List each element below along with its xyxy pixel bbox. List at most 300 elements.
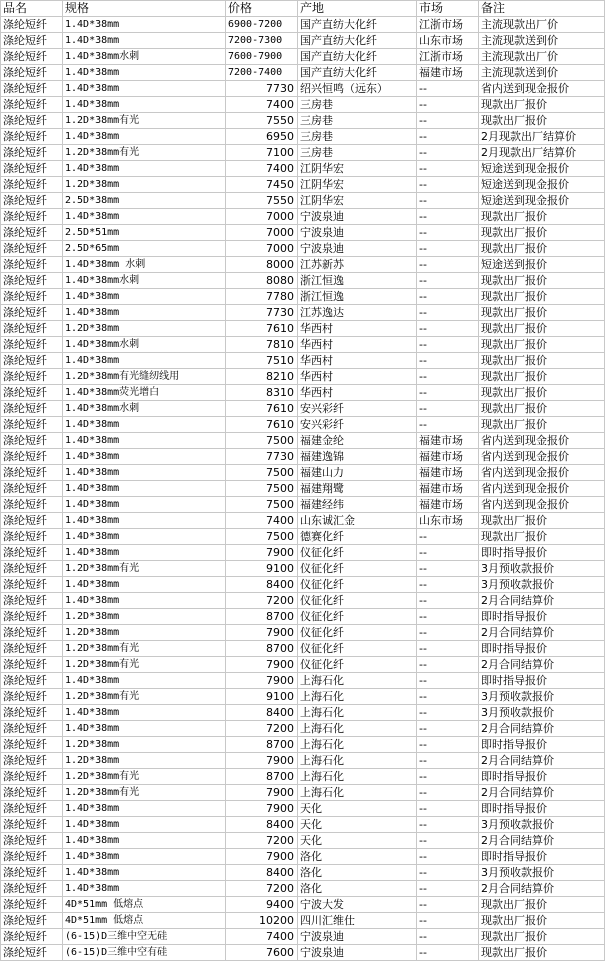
origin-cell: 上海石化 bbox=[298, 737, 417, 753]
product-name-cell: 涤纶短纤 bbox=[1, 657, 63, 673]
market-cell: -- bbox=[417, 417, 479, 433]
table-row bbox=[1, 177, 605, 193]
price-cell: 7900 bbox=[226, 545, 298, 561]
price-cell: 7510 bbox=[226, 353, 298, 369]
remark-cell: 现款出厂报价 bbox=[479, 289, 605, 305]
origin-cell: 江阴华宏 bbox=[298, 161, 417, 177]
remark-cell: 即时指导报价 bbox=[479, 641, 605, 657]
table-row bbox=[1, 737, 605, 753]
table-row bbox=[1, 129, 605, 145]
table-row bbox=[1, 769, 605, 785]
market-cell: -- bbox=[417, 769, 479, 785]
price-cell: 7610 bbox=[226, 321, 298, 337]
product-name-cell: 涤纶短纤 bbox=[1, 417, 63, 433]
price-cell: 7500 bbox=[226, 529, 298, 545]
table-row bbox=[1, 657, 605, 673]
table-row bbox=[1, 849, 605, 865]
market-cell: -- bbox=[417, 609, 479, 625]
price-cell: 9100 bbox=[226, 561, 298, 577]
table-row bbox=[1, 65, 605, 81]
origin-cell: 江苏逸达 bbox=[298, 305, 417, 321]
price-cell: 7550 bbox=[226, 193, 298, 209]
spec-cell: 1.4D*38mm bbox=[63, 513, 226, 529]
market-cell: 福建市场 bbox=[417, 65, 479, 81]
product-name-cell: 涤纶短纤 bbox=[1, 849, 63, 865]
table-row bbox=[1, 609, 605, 625]
table-row bbox=[1, 577, 605, 593]
price-cell: 8210 bbox=[226, 369, 298, 385]
product-name-cell: 涤纶短纤 bbox=[1, 193, 63, 209]
price-cell: 7000 bbox=[226, 225, 298, 241]
product-name-cell: 涤纶短纤 bbox=[1, 481, 63, 497]
spec-cell: 1.4D*38mm bbox=[63, 849, 226, 865]
price-cell: 7200 bbox=[226, 593, 298, 609]
spec-cell: 1.4D*38mm bbox=[63, 705, 226, 721]
table-row bbox=[1, 17, 605, 33]
price-cell: 7000 bbox=[226, 209, 298, 225]
product-name-cell: 涤纶短纤 bbox=[1, 689, 63, 705]
price-cell: 7900 bbox=[226, 801, 298, 817]
origin-cell: 江阴华宏 bbox=[298, 193, 417, 209]
price-cell: 7500 bbox=[226, 465, 298, 481]
product-name-cell: 涤纶短纤 bbox=[1, 49, 63, 65]
table-row bbox=[1, 929, 605, 945]
table-row bbox=[1, 321, 605, 337]
price-cell: 8400 bbox=[226, 705, 298, 721]
market-cell: -- bbox=[417, 849, 479, 865]
origin-cell: 三房巷 bbox=[298, 97, 417, 113]
market-cell: -- bbox=[417, 193, 479, 209]
price-cell: 7600 bbox=[226, 945, 298, 961]
remark-cell: 现款出厂报价 bbox=[479, 97, 605, 113]
table-row bbox=[1, 81, 605, 97]
product-name-cell: 涤纶短纤 bbox=[1, 81, 63, 97]
spec-cell: 1.4D*38mm bbox=[63, 417, 226, 433]
remark-cell: 短途送到现金报价 bbox=[479, 161, 605, 177]
price-cell: 7200-7400 bbox=[226, 65, 298, 81]
remark-cell: 2月合同结算价 bbox=[479, 785, 605, 801]
market-cell: 福建市场 bbox=[417, 449, 479, 465]
market-cell: -- bbox=[417, 145, 479, 161]
remark-cell: 省内送到现金报价 bbox=[479, 497, 605, 513]
market-cell: 福建市场 bbox=[417, 497, 479, 513]
table-row bbox=[1, 689, 605, 705]
spec-cell: 1.4D*38mm水刺 bbox=[63, 49, 226, 65]
origin-cell: 福建山力 bbox=[298, 465, 417, 481]
header-origin: 产地 bbox=[298, 1, 417, 17]
spec-cell: 1.4D*38mm bbox=[63, 65, 226, 81]
table-row bbox=[1, 833, 605, 849]
product-name-cell: 涤纶短纤 bbox=[1, 545, 63, 561]
product-name-cell: 涤纶短纤 bbox=[1, 385, 63, 401]
table-body bbox=[1, 17, 605, 961]
remark-cell: 短途送到现金报价 bbox=[479, 193, 605, 209]
origin-cell: 仪征化纤 bbox=[298, 641, 417, 657]
price-cell: 7900 bbox=[226, 753, 298, 769]
origin-cell: 国产直纺大化纤 bbox=[298, 65, 417, 81]
product-name-cell: 涤纶短纤 bbox=[1, 577, 63, 593]
product-name-cell: 涤纶短纤 bbox=[1, 305, 63, 321]
remark-cell: 3月预收款报价 bbox=[479, 577, 605, 593]
product-name-cell: 涤纶短纤 bbox=[1, 33, 63, 49]
origin-cell: 宁波泉迪 bbox=[298, 929, 417, 945]
price-cell: 7400 bbox=[226, 929, 298, 945]
spec-cell: 1.4D*38mm bbox=[63, 865, 226, 881]
remark-cell: 3月预收款报价 bbox=[479, 865, 605, 881]
origin-cell: 国产直纺大化纤 bbox=[298, 33, 417, 49]
price-cell: 7900 bbox=[226, 785, 298, 801]
market-cell: -- bbox=[417, 177, 479, 193]
remark-cell: 短途送到现金报价 bbox=[479, 177, 605, 193]
price-cell: 9100 bbox=[226, 689, 298, 705]
spec-cell: 1.2D*38mm有光 bbox=[63, 657, 226, 673]
table-row bbox=[1, 881, 605, 897]
product-name-cell: 涤纶短纤 bbox=[1, 753, 63, 769]
market-cell: -- bbox=[417, 881, 479, 897]
market-cell: -- bbox=[417, 945, 479, 961]
market-cell: -- bbox=[417, 785, 479, 801]
spec-cell: 1.4D*38mm bbox=[63, 529, 226, 545]
product-name-cell: 涤纶短纤 bbox=[1, 833, 63, 849]
product-name-cell: 涤纶短纤 bbox=[1, 609, 63, 625]
price-cell: 7900 bbox=[226, 849, 298, 865]
remark-cell: 2月合同结算价 bbox=[479, 881, 605, 897]
market-cell: -- bbox=[417, 545, 479, 561]
price-cell: 7730 bbox=[226, 81, 298, 97]
origin-cell: 国产直纺大化纤 bbox=[298, 49, 417, 65]
spec-cell: 1.4D*38mm bbox=[63, 33, 226, 49]
origin-cell: 仪征化纤 bbox=[298, 593, 417, 609]
price-cell: 6900-7200 bbox=[226, 17, 298, 33]
header-price: 价格 bbox=[226, 1, 298, 17]
price-cell: 7200 bbox=[226, 833, 298, 849]
origin-cell: 上海石化 bbox=[298, 769, 417, 785]
price-cell: 7400 bbox=[226, 97, 298, 113]
market-cell: -- bbox=[417, 129, 479, 145]
product-name-cell: 涤纶短纤 bbox=[1, 913, 63, 929]
spec-cell: 1.2D*38mm bbox=[63, 609, 226, 625]
spec-cell: 4D*51mm 低熔点 bbox=[63, 913, 226, 929]
spec-cell: 1.4D*38mm bbox=[63, 497, 226, 513]
product-name-cell: 涤纶短纤 bbox=[1, 625, 63, 641]
spec-cell: 1.4D*38mm bbox=[63, 305, 226, 321]
price-cell: 7000 bbox=[226, 241, 298, 257]
product-name-cell: 涤纶短纤 bbox=[1, 369, 63, 385]
origin-cell: 宁波泉迪 bbox=[298, 209, 417, 225]
market-cell: -- bbox=[417, 689, 479, 705]
table-row bbox=[1, 273, 605, 289]
remark-cell: 2月合同结算价 bbox=[479, 833, 605, 849]
market-cell: -- bbox=[417, 113, 479, 129]
origin-cell: 三房巷 bbox=[298, 129, 417, 145]
market-cell: -- bbox=[417, 897, 479, 913]
spec-cell: 1.2D*38mm bbox=[63, 753, 226, 769]
price-cell: 9400 bbox=[226, 897, 298, 913]
price-cell: 8700 bbox=[226, 609, 298, 625]
price-cell: 7200-7300 bbox=[226, 33, 298, 49]
market-cell: -- bbox=[417, 321, 479, 337]
header-remark: 备注 bbox=[479, 1, 605, 17]
remark-cell: 即时指导报价 bbox=[479, 849, 605, 865]
price-cell: 8400 bbox=[226, 817, 298, 833]
market-cell: -- bbox=[417, 289, 479, 305]
price-cell: 8080 bbox=[226, 273, 298, 289]
table-row bbox=[1, 625, 605, 641]
origin-cell: 福建逸锦 bbox=[298, 449, 417, 465]
market-cell: -- bbox=[417, 161, 479, 177]
market-cell: -- bbox=[417, 305, 479, 321]
price-cell: 7500 bbox=[226, 481, 298, 497]
remark-cell: 现款出厂报价 bbox=[479, 225, 605, 241]
table-row bbox=[1, 113, 605, 129]
spec-cell: 1.2D*38mm有光 bbox=[63, 561, 226, 577]
product-name-cell: 涤纶短纤 bbox=[1, 209, 63, 225]
origin-cell: 江阴华宏 bbox=[298, 177, 417, 193]
spec-cell: 1.4D*38mm bbox=[63, 289, 226, 305]
product-name-cell: 涤纶短纤 bbox=[1, 785, 63, 801]
remark-cell: 2月合同结算价 bbox=[479, 625, 605, 641]
remark-cell: 2月现款出厂结算价 bbox=[479, 145, 605, 161]
origin-cell: 安兴彩纤 bbox=[298, 401, 417, 417]
price-cell: 7100 bbox=[226, 145, 298, 161]
table-row bbox=[1, 241, 605, 257]
table-row bbox=[1, 417, 605, 433]
origin-cell: 福建经纬 bbox=[298, 497, 417, 513]
origin-cell: 华西村 bbox=[298, 321, 417, 337]
table-row bbox=[1, 545, 605, 561]
spec-cell: 1.4D*38mm bbox=[63, 209, 226, 225]
origin-cell: 浙江恒逸 bbox=[298, 289, 417, 305]
remark-cell: 2月合同结算价 bbox=[479, 721, 605, 737]
remark-cell: 即时指导报价 bbox=[479, 801, 605, 817]
origin-cell: 德赛化纤 bbox=[298, 529, 417, 545]
remark-cell: 3月预收款报价 bbox=[479, 561, 605, 577]
remark-cell: 现款出厂报价 bbox=[479, 913, 605, 929]
product-name-cell: 涤纶短纤 bbox=[1, 881, 63, 897]
table-row bbox=[1, 209, 605, 225]
spec-cell: 1.4D*38mm bbox=[63, 449, 226, 465]
market-cell: -- bbox=[417, 593, 479, 609]
market-cell: 山东市场 bbox=[417, 513, 479, 529]
product-name-cell: 涤纶短纤 bbox=[1, 641, 63, 657]
origin-cell: 天化 bbox=[298, 801, 417, 817]
origin-cell: 三房巷 bbox=[298, 113, 417, 129]
table-row bbox=[1, 385, 605, 401]
market-cell: -- bbox=[417, 353, 479, 369]
table-row bbox=[1, 449, 605, 465]
remark-cell: 现款出厂报价 bbox=[479, 337, 605, 353]
origin-cell: 洛化 bbox=[298, 849, 417, 865]
origin-cell: 华西村 bbox=[298, 369, 417, 385]
header-row bbox=[1, 1, 605, 17]
table-row bbox=[1, 33, 605, 49]
spec-cell: 1.4D*38mm bbox=[63, 801, 226, 817]
product-name-cell: 涤纶短纤 bbox=[1, 97, 63, 113]
table-row bbox=[1, 865, 605, 881]
remark-cell: 即时指导报价 bbox=[479, 545, 605, 561]
remark-cell: 现款出厂报价 bbox=[479, 417, 605, 433]
spec-cell: 1.2D*38mm有光 bbox=[63, 785, 226, 801]
remark-cell: 2月合同结算价 bbox=[479, 657, 605, 673]
table-row bbox=[1, 593, 605, 609]
remark-cell: 现款出厂报价 bbox=[479, 273, 605, 289]
spec-cell: 2.5D*51mm bbox=[63, 225, 226, 241]
table-row bbox=[1, 897, 605, 913]
table-row bbox=[1, 801, 605, 817]
spec-cell: 1.4D*38mm bbox=[63, 353, 226, 369]
table-row bbox=[1, 481, 605, 497]
price-cell: 7610 bbox=[226, 417, 298, 433]
origin-cell: 天化 bbox=[298, 833, 417, 849]
table-row bbox=[1, 721, 605, 737]
table-row bbox=[1, 337, 605, 353]
table-row bbox=[1, 753, 605, 769]
origin-cell: 宁波大发 bbox=[298, 897, 417, 913]
table-row bbox=[1, 817, 605, 833]
product-name-cell: 涤纶短纤 bbox=[1, 817, 63, 833]
price-cell: 7900 bbox=[226, 625, 298, 641]
remark-cell: 短途送到报价 bbox=[479, 257, 605, 273]
product-name-cell: 涤纶短纤 bbox=[1, 673, 63, 689]
market-cell: 福建市场 bbox=[417, 465, 479, 481]
product-name-cell: 涤纶短纤 bbox=[1, 273, 63, 289]
market-cell: -- bbox=[417, 705, 479, 721]
table-row bbox=[1, 641, 605, 657]
remark-cell: 现款出厂报价 bbox=[479, 209, 605, 225]
product-name-cell: 涤纶短纤 bbox=[1, 865, 63, 881]
product-name-cell: 涤纶短纤 bbox=[1, 113, 63, 129]
spec-cell: (6-15)D三维中空有硅 bbox=[63, 945, 226, 961]
spec-cell: 1.2D*38mm bbox=[63, 177, 226, 193]
product-name-cell: 涤纶短纤 bbox=[1, 289, 63, 305]
spec-cell: 1.4D*38mm水刺 bbox=[63, 273, 226, 289]
origin-cell: 天化 bbox=[298, 817, 417, 833]
price-cell: 7400 bbox=[226, 161, 298, 177]
product-name-cell: 涤纶短纤 bbox=[1, 465, 63, 481]
market-cell: -- bbox=[417, 401, 479, 417]
remark-cell: 3月预收款报价 bbox=[479, 817, 605, 833]
product-name-cell: 涤纶短纤 bbox=[1, 529, 63, 545]
table-row bbox=[1, 145, 605, 161]
market-cell: -- bbox=[417, 337, 479, 353]
product-name-cell: 涤纶短纤 bbox=[1, 945, 63, 961]
spec-cell: 1.2D*38mm有光 bbox=[63, 145, 226, 161]
table-row bbox=[1, 913, 605, 929]
spec-cell: 1.2D*38mm bbox=[63, 737, 226, 753]
spec-cell: 1.4D*38mm bbox=[63, 881, 226, 897]
product-name-cell: 涤纶短纤 bbox=[1, 177, 63, 193]
product-name-cell: 涤纶短纤 bbox=[1, 401, 63, 417]
product-name-cell: 涤纶短纤 bbox=[1, 241, 63, 257]
product-name-cell: 涤纶短纤 bbox=[1, 593, 63, 609]
table-row bbox=[1, 529, 605, 545]
spec-cell: 1.4D*38mm bbox=[63, 97, 226, 113]
market-cell: -- bbox=[417, 913, 479, 929]
remark-cell: 省内送到现金报价 bbox=[479, 465, 605, 481]
remark-cell: 现款出厂报价 bbox=[479, 241, 605, 257]
market-cell: -- bbox=[417, 225, 479, 241]
origin-cell: 宁波泉迪 bbox=[298, 225, 417, 241]
origin-cell: 福建翔鹭 bbox=[298, 481, 417, 497]
product-name-cell: 涤纶短纤 bbox=[1, 257, 63, 273]
remark-cell: 现款出厂报价 bbox=[479, 305, 605, 321]
market-cell: -- bbox=[417, 865, 479, 881]
table-row bbox=[1, 945, 605, 961]
origin-cell: 上海石化 bbox=[298, 753, 417, 769]
product-name-cell: 涤纶短纤 bbox=[1, 145, 63, 161]
product-name-cell: 涤纶短纤 bbox=[1, 433, 63, 449]
origin-cell: 华西村 bbox=[298, 337, 417, 353]
spec-cell: 1.4D*38mm bbox=[63, 161, 226, 177]
price-cell: 8700 bbox=[226, 769, 298, 785]
remark-cell: 现款出厂报价 bbox=[479, 897, 605, 913]
product-name-cell: 涤纶短纤 bbox=[1, 17, 63, 33]
origin-cell: 上海石化 bbox=[298, 785, 417, 801]
price-cell: 7500 bbox=[226, 497, 298, 513]
origin-cell: 仪征化纤 bbox=[298, 545, 417, 561]
spec-cell: 1.4D*38mm bbox=[63, 817, 226, 833]
remark-cell: 2月现款出厂结算价 bbox=[479, 129, 605, 145]
remark-cell: 主流现款出厂价 bbox=[479, 17, 605, 33]
header-market: 市场 bbox=[417, 1, 479, 17]
spec-cell: 1.4D*38mm bbox=[63, 721, 226, 737]
origin-cell: 仪征化纤 bbox=[298, 577, 417, 593]
table-row bbox=[1, 305, 605, 321]
remark-cell: 2月合同结算价 bbox=[479, 593, 605, 609]
remark-cell: 即时指导报价 bbox=[479, 673, 605, 689]
origin-cell: 上海石化 bbox=[298, 689, 417, 705]
spec-cell: 1.2D*38mm有光 bbox=[63, 689, 226, 705]
spec-cell: 1.2D*38mm bbox=[63, 625, 226, 641]
origin-cell: 仪征化纤 bbox=[298, 561, 417, 577]
origin-cell: 宁波泉迪 bbox=[298, 945, 417, 961]
market-cell: -- bbox=[417, 273, 479, 289]
origin-cell: 上海石化 bbox=[298, 705, 417, 721]
price-cell: 7730 bbox=[226, 449, 298, 465]
price-cell: 8700 bbox=[226, 737, 298, 753]
market-cell: -- bbox=[417, 929, 479, 945]
table-row bbox=[1, 49, 605, 65]
remark-cell: 主流现款送到价 bbox=[479, 33, 605, 49]
origin-cell: 安兴彩纤 bbox=[298, 417, 417, 433]
remark-cell: 现款出厂报价 bbox=[479, 529, 605, 545]
origin-cell: 山东诚汇金 bbox=[298, 513, 417, 529]
origin-cell: 华西村 bbox=[298, 353, 417, 369]
product-name-cell: 涤纶短纤 bbox=[1, 353, 63, 369]
product-name-cell: 涤纶短纤 bbox=[1, 513, 63, 529]
price-cell: 10200 bbox=[226, 913, 298, 929]
table-row bbox=[1, 353, 605, 369]
market-cell: -- bbox=[417, 97, 479, 113]
remark-cell: 3月预收款报价 bbox=[479, 689, 605, 705]
table-row bbox=[1, 673, 605, 689]
remark-cell: 现款出厂报价 bbox=[479, 385, 605, 401]
remark-cell: 省内送到现金报价 bbox=[479, 449, 605, 465]
spec-cell: 1.4D*38mm bbox=[63, 481, 226, 497]
remark-cell: 现款出厂报价 bbox=[479, 945, 605, 961]
table-row bbox=[1, 513, 605, 529]
price-cell: 7200 bbox=[226, 881, 298, 897]
table-row bbox=[1, 369, 605, 385]
market-cell: -- bbox=[417, 385, 479, 401]
origin-cell: 仪征化纤 bbox=[298, 609, 417, 625]
origin-cell: 华西村 bbox=[298, 385, 417, 401]
market-cell: -- bbox=[417, 721, 479, 737]
remark-cell: 现款出厂报价 bbox=[479, 353, 605, 369]
remark-cell: 省内送到现金报价 bbox=[479, 81, 605, 97]
table-row bbox=[1, 257, 605, 273]
spec-cell: 2.5D*65mm bbox=[63, 241, 226, 257]
